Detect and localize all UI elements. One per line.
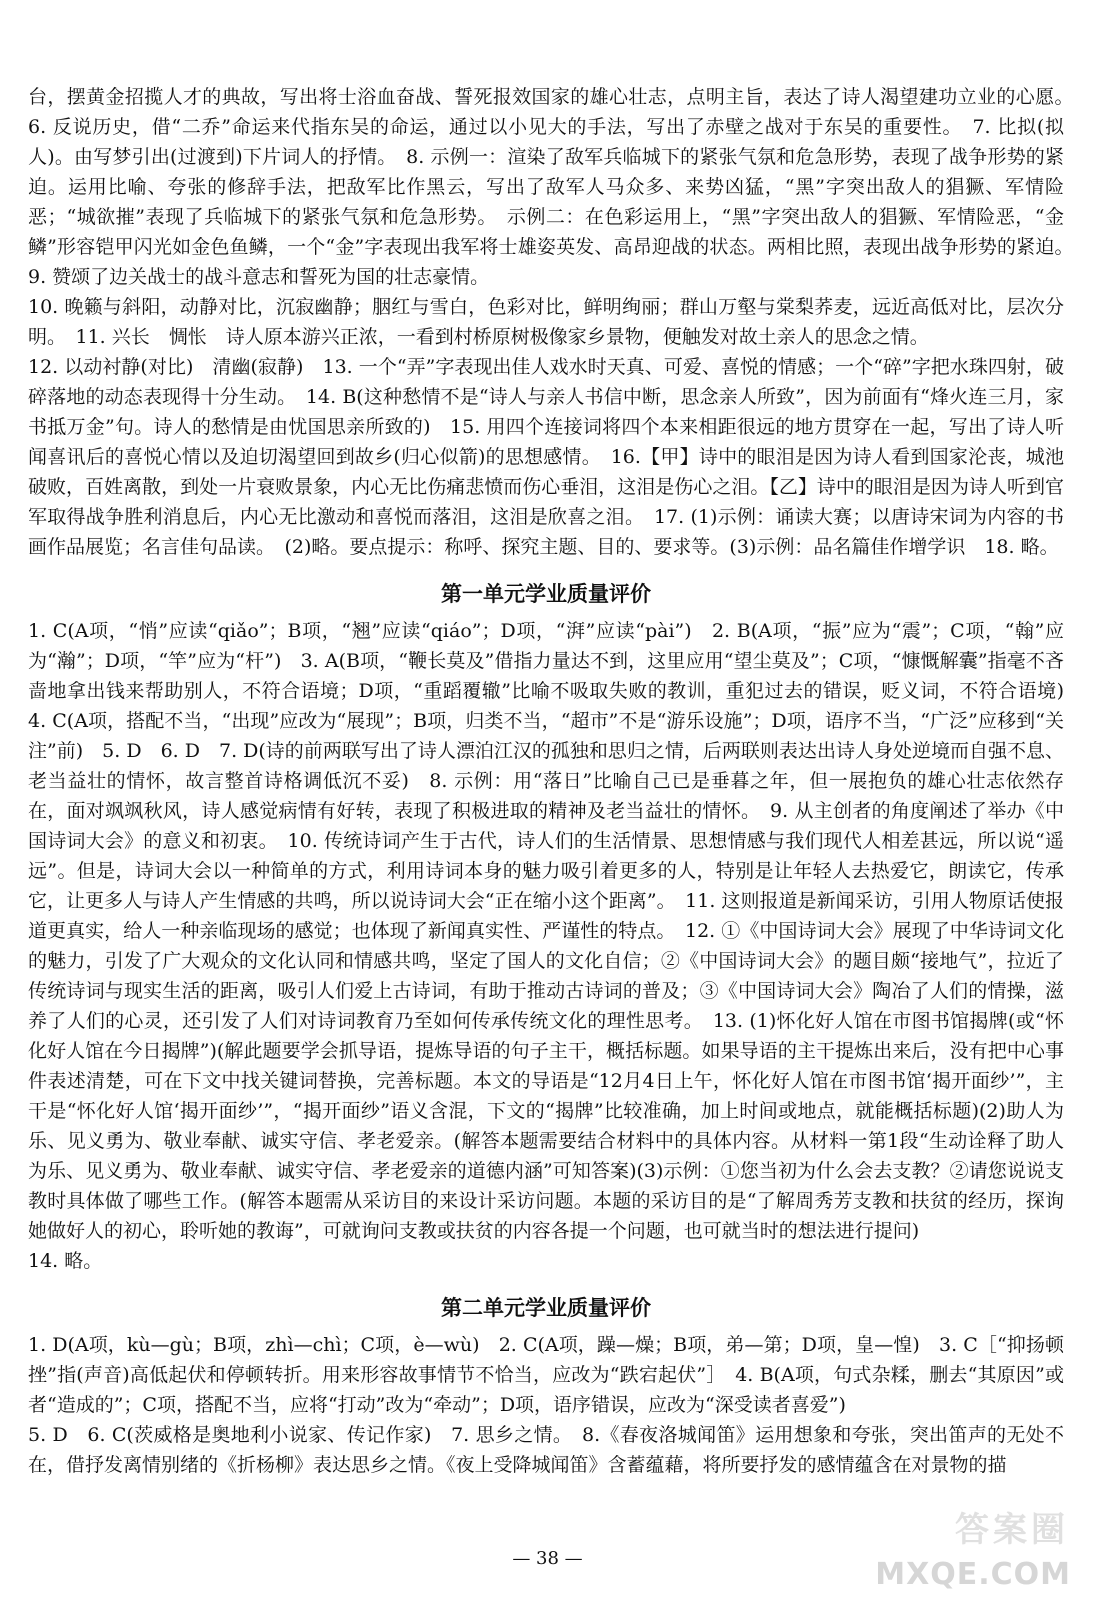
- answer-paragraph: 1. C(A项，“悄”应读“qiǎo”；B项，“翘”应读“qiáo”；D项，“湃”应读“pài”) 2. B(A项，“振”应为“震”；C项，“翰”应为“瀚”；D项，“竿”应为“杆”) 3. A(B项，“鞭长莫及”借指力量达不到，这里应用“望尘莫及”；C项，“慷慨解囊”指毫不吝啬地拿出钱来帮助别人，不符合语境；D项，“重蹈覆辙”比喻不吸取失败的教训，重犯过去的错误，贬义词，不符合语境) 4. C(A项，搭配不当，“出现”应改为“展现”；B项，归类不当，“超市”不是“游乐设施”；D项，语序不当，“广泛”应移到“关注”前) 5. D 6. D 7. D(诗的前两联写出了诗人漂泊江汉的孤独和思归之情，后两联则表达出诗人身处逆境而自强不息、老当益壮的情怀，故言整首诗格调低沉不妥) 8. 示例：用“落日”比喻自己已是垂暮之年，但一展抱负的雄心壮志依然存在，面对飒飒秋风，诗人感觉病情有好转，表现了积极进取的精神及老当益壮的情怀。 9. 从主创者的角度阐述了举办《中国诗词大会》的意义和初衷。 10. 传统诗词产生于古代，诗人们的生活情景、思想情感与我们现代人相差甚远，所以说“遥远”。但是，诗词大会以一种简单的方式，利用诗词本身的魅力吸引着更多的人，特别是让年轻人去热爱它，朗读它，传承它，让更多人与诗人产生情感的共鸣，所以说诗词大会“正在缩小这个距离”。 11. 这则报道是新闻采访，引用人物原话使报道更真实，给人一种亲临现场的感觉；也体现了新闻真实性、严谨性的特点。 12. ①《中国诗词大会》展现了中华诗词文化的魅力，引发了广大观众的文化认同和情感共鸣，坚定了国人的文化自信；②《中国诗词大会》的题目颇“接地气”，拉近了传统诗词与现实生活的距离，吸引人们爱上古诗词，有助于推动古诗词的普及；③《中国诗词大会》陶冶了人们的情操，滋养了人们的心灵，还引发了人们对诗词教育乃至如何传承传统文化的理性思考。 13. (1)怀化好人馆在市图书馆揭牌(或“怀化好人馆在今日揭牌”)(解此题要学会抓导语，提炼导语的句子主干，概括标题。如果导语的主干提炼出来后，没有把中心事件表述清楚，可在下文中找关键词替换，完善标题。本文的导语是“12月4日上午，怀化好人馆在市图书馆‘揭开面纱’”，主干是“怀化好人馆‘揭开面纱’”，“揭开面纱”语义含混，下文的“揭牌”比较准确，加上时间或地点，就能概括标题)(2)助人为乐、见义勇为、敬业奉献、诚实守信、孝老爱亲。(解答本题需要结合材料中的具体内容。从材料一第1段“生动诠释了助人为乐、见义勇为、敬业奉献、诚实守信、孝老爱亲的道德内涵”可知答案)(3)示例：①您当初为什么会去支教？②请您说说支教时具体做了哪些工作。(解答本题需从采访目的来设计采访问题。本题的采访目的是“了解周秀芳支教和扶贫的经历，探询她做好人的初心，聆听她的教诲”，可就询问支教或扶贫的内容各提一个问题，也可就当时的想法进行提问): [28, 620, 1084, 1242]
- watermark-logo: 答案圈: [955, 1510, 1069, 1550]
- answer-paragraph: 5. D 6. C(茨威格是奥地利小说家、传记作家) 7. 思乡之情。 8.《春夜洛城闻笛》运用想象和夸张，突出笛声的无处不在，借抒发离情别绪的《折杨柳》表达思乡之情。《夜上受降城闻笛》含蓄蕴藉，将所要抒发的感情蕴含在对景物的描: [28, 1424, 1064, 1476]
- section-title-unit-1: 第一单元学业质量评价: [441, 582, 651, 606]
- answer-page: [28, 82, 1084, 1480]
- answer-paragraph: 台，摆黄金招揽人才的典故，写出将士浴血奋战、誓死报效国家的雄心壮志，点明主旨，表达了诗人渴望建功立业的心愿。 6. 反说历史，借“二乔”命运来代指东吴的命运，通过以小见大的手法，写出了赤壁之战对于东吴的重要性。 7. 比拟(拟人)。由写梦引出(过渡到)下片词人的抒情。 8. 示例一：渲染了敌军兵临城下的紧张气氛和危急形势，表现了战争形势的紧迫。运用比喻、夸张的修辞手法，把敌军比作黑云，写出了敌军人马众多、来势凶猛，“黑”字突出敌人的猖獗、军情险恶；“城欲摧”表现了兵临城下的紧张气氛和危急形势。 示例二：在色彩运用上，“黑”字突出敌人的猖獗、军情险恶，“金鳞”形容铠甲闪光如金色鱼鳞，一个“金”字表现出我军将士雄姿英发、高昂迎战的状态。两相比照，表现出战争形势的紧迫。 9. 赞颂了边关战士的战斗意志和誓死为国的壮志豪情。: [28, 86, 1084, 288]
- answer-paragraph: 12. 以动衬静(对比) 清幽(寂静) 13. 一个“弄”字表现出佳人戏水时天真、可爱、喜悦的情感；一个“碎”字把水珠四射，破碎落地的动态表现得十分生动。 14. B(这种愁情不是“诗人与亲人书信中断，思念亲人所致”，因为前面有“烽火连三月，家书抵万金”句。诗人的愁情是由忧国思亲所致的) 15. 用四个连接词将四个本来相距很远的地方贯穿在一起，写出了诗人听闻喜讯后的喜悦心情以及迫切渴望回到故乡(归心似箭)的思想感情。 16.【甲】诗中的眼泪是因为诗人看到国家沦丧，城池破败，百姓离散，到处一片衰败景象，内心无比伤痛悲愤而伤心垂泪，这泪是伤心之泪。【乙】诗中的眼泪是因为诗人听到官军取得战争胜利消息后，内心无比激动和喜悦而落泪，这泪是欣喜之泪。 17. (1)示例：诵读大赛；以唐诗宋词为内容的书画作品展览；名言佳句品读。 (2)略。要点提示：称呼、探究主题、目的、要求等。(3)示例：品名篇佳作增学识 18. 略。: [28, 356, 1064, 558]
- page-number: — 38 —: [512, 1548, 583, 1569]
- answer-paragraph: 14. 略。: [28, 1250, 103, 1272]
- section-title-unit-2: 第二单元学业质量评价: [441, 1296, 651, 1320]
- watermark-text: MXQE.COM: [875, 1557, 1071, 1592]
- answer-paragraph: 1. D(A项，kù—gù；B项，zhì—chì；C项，è—wù) 2. C(A项，躁—燥；B项，弟—第；D项，皇—惶) 3. C［“抑扬顿挫”指(声音)高低起伏和停顿转折。用来形容故事情节不恰当，应改为“跌宕起伏”］ 4. B(A项，句式杂糅，删去“其原因”或者“造成的”；C项，搭配不当，应将“打动”改为“牵动”；D项，语序错误，应改为“深受读者喜爱”): [28, 1334, 1064, 1416]
- watermark: [871, 1502, 1071, 1592]
- answer-paragraph: 10. 晚籁与斜阳，动静对比，沉寂幽静；胭红与雪白，色彩对比，鲜明绚丽；群山万壑与棠梨荞麦，远近高低对比，层次分明。 11. 兴长 惆怅 诗人原本游兴正浓，一看到村桥原树极像家乡景物，便触发对故土亲人的思念之情。: [28, 296, 1064, 348]
